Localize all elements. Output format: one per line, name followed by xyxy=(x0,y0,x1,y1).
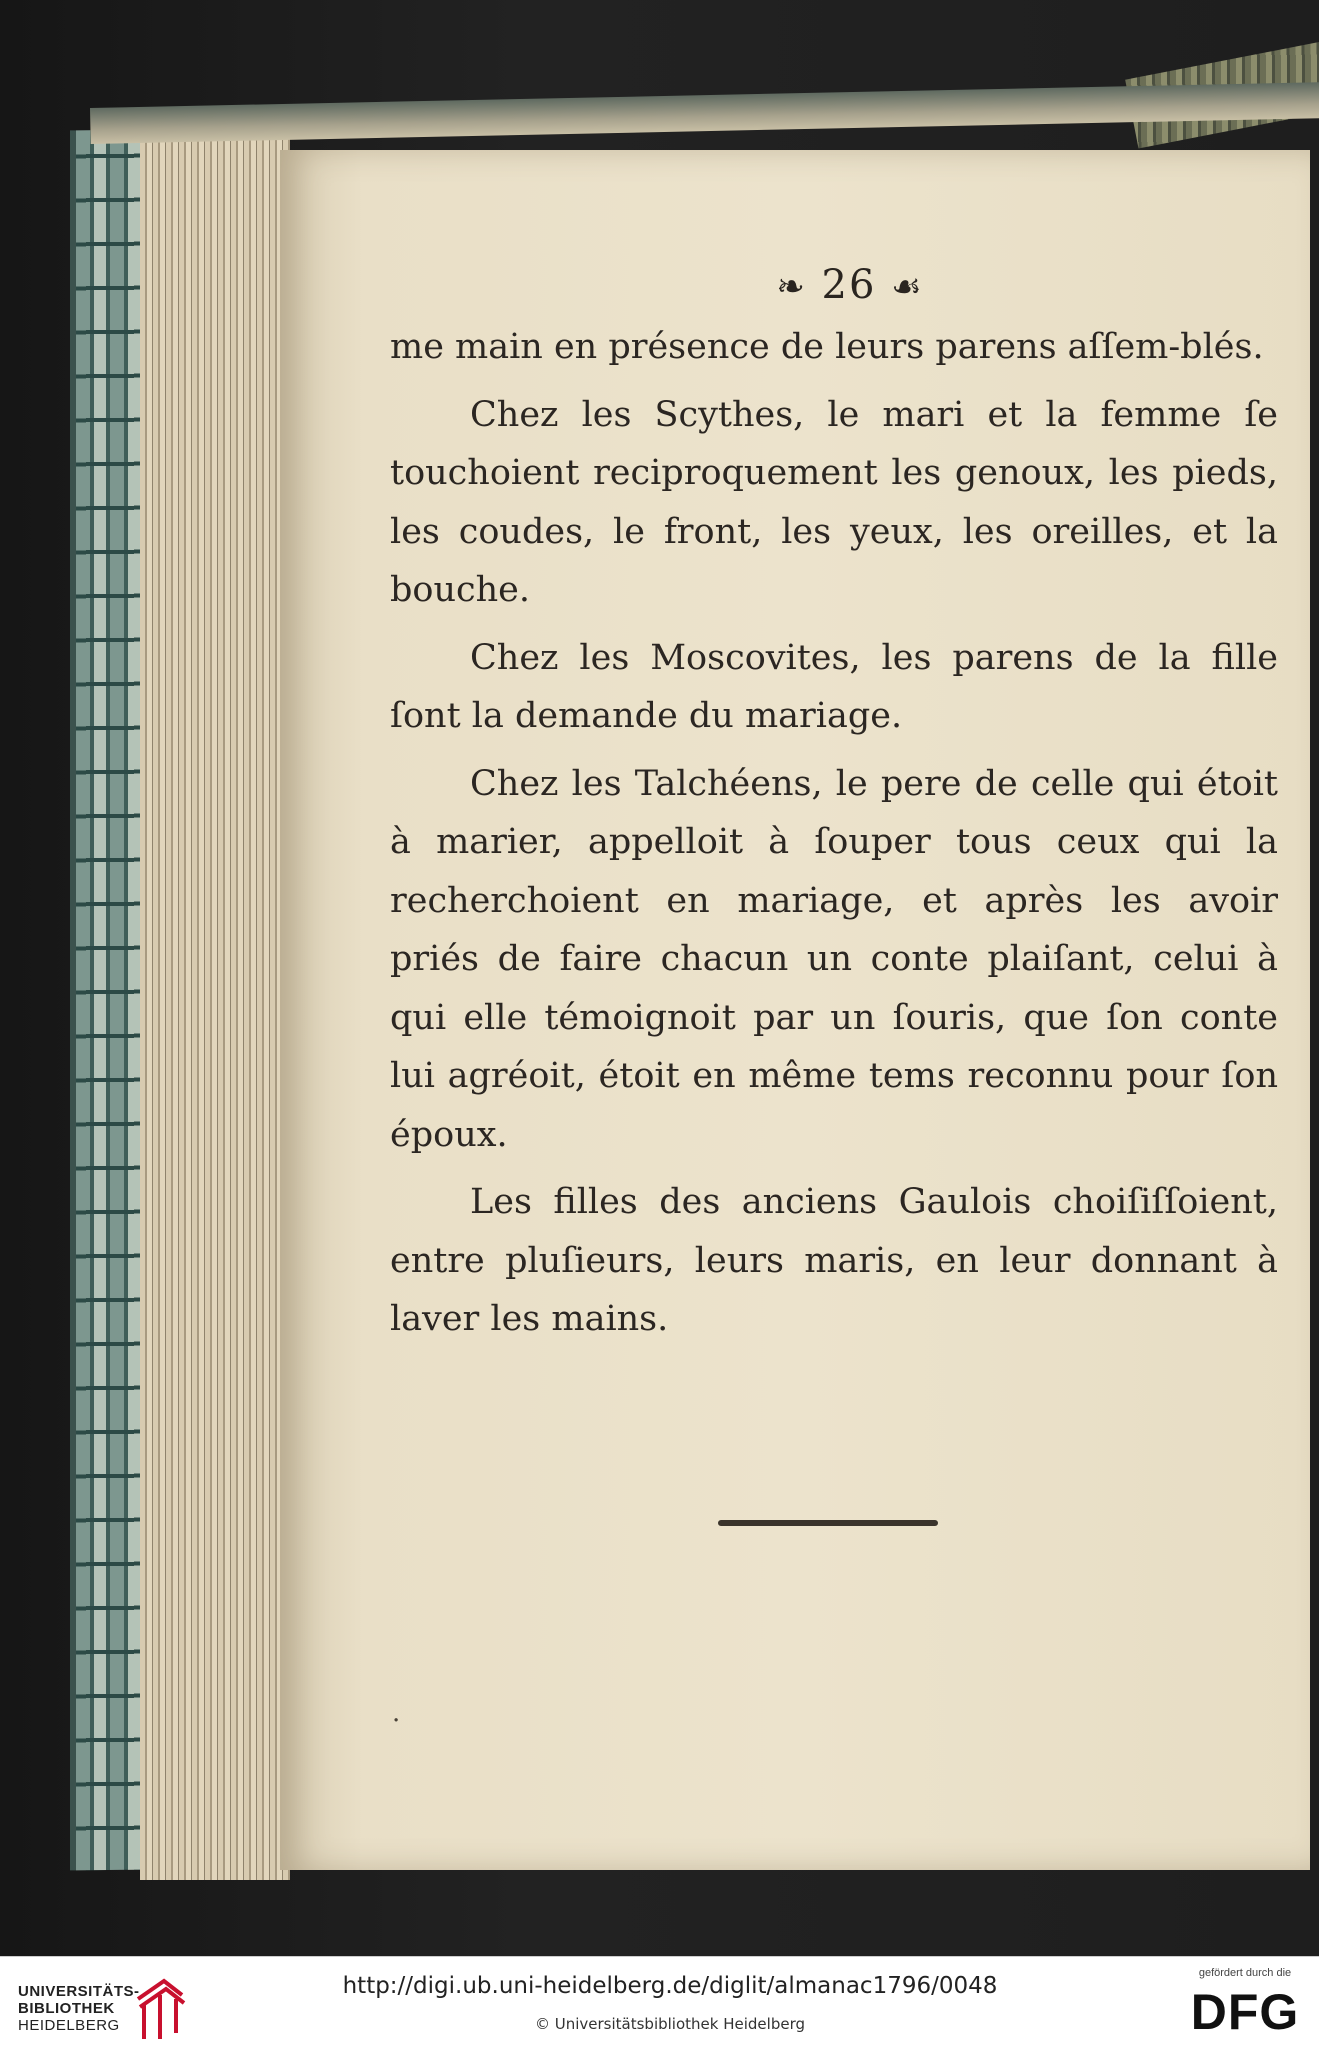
copyright-notice: © Universitätsbibliothek Heidelberg xyxy=(534,2015,805,2033)
ornament-left-icon: ❧ xyxy=(776,267,807,307)
library-logo-icon xyxy=(130,1973,190,2043)
page-number: 26 xyxy=(821,262,877,308)
paragraph-scythes: Chez les Scythes, le mari et la femme ſe touchoient reciproquement les genoux, les pieds, les coudes, le front, les yeux, les oreilles, et la bouche. xyxy=(390,394,1278,610)
footer-bar xyxy=(0,1956,1319,2053)
ink-speck: · xyxy=(392,1706,401,1736)
binding-top-edge xyxy=(90,82,1319,144)
library-name xyxy=(18,1983,140,2034)
library-line-1: UNIVERSITÄTS- xyxy=(18,1983,140,2000)
dfg-logo: DFG xyxy=(1190,1984,1300,2040)
funder-caption: gefördert durch die xyxy=(1198,1967,1292,1979)
book-spine xyxy=(70,130,150,1871)
permalink-url[interactable]: http://digi.ub.uni-heidelberg.de/diglit/almanac1796/0048 xyxy=(342,1973,998,1999)
paragraph-talcheens: Chez les Talchéens, le pere de celle qui étoit à marier, appelloit à ſouper tous ceux qui la recherchoient en mariage, et après les avoir priés de faire chacun un conte plaiſant, celui à qui elle témoignoit par un ſouris, que ſon conte lui agréoit, étoit en même tems reconnu pour ſon époux. xyxy=(390,763,1278,1155)
paragraph-continuation: me main en présence de leurs parens aſſem-blés. xyxy=(390,327,1264,367)
paragraph-moscovites: Chez les Moscovites, les parens de la fille ſont la demande du mariage. xyxy=(390,637,1278,736)
paragraph-gaulois: Les filles des anciens Gaulois choiſiſſoient, entre pluſieurs, leurs maris, en leur donnant à laver les mains. xyxy=(390,1182,1278,1339)
library-line-3: HEIDELBERG xyxy=(18,2017,120,2034)
page-number-header xyxy=(720,262,980,308)
ornament-right-icon: ☙ xyxy=(891,267,924,307)
library-line-2: BIBLIOTHEK xyxy=(18,2000,115,2017)
page-edges xyxy=(140,120,290,1880)
closing-rule xyxy=(718,1520,938,1526)
page-text xyxy=(390,318,1278,1349)
